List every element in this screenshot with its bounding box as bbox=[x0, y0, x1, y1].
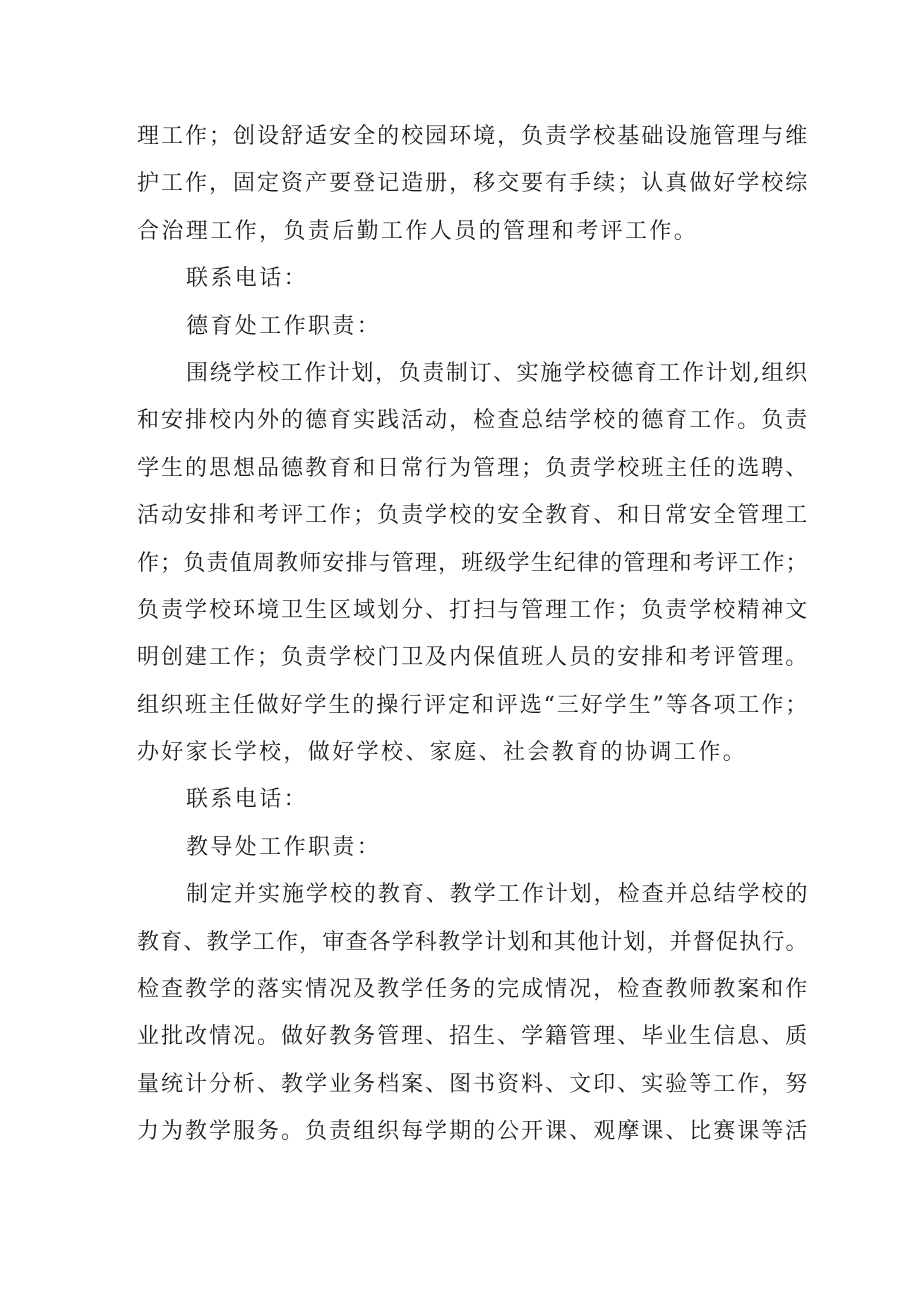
text-line: 力为教学服务。负责组织每学期的公开课、观摩课、比赛课等活 bbox=[137, 1119, 810, 1145]
text-line: 联系电话： bbox=[186, 266, 309, 292]
text-line: 教育、教学工作，审查各学科教学计划和其他计划，并督促执行。 bbox=[137, 929, 809, 955]
text-line: 合治理工作，负责后勤工作人员的管理和考评工作。 bbox=[137, 218, 699, 244]
text-line: 德育处工作职责： bbox=[186, 313, 382, 339]
text-line: 组织班主任做好学生的操行评定和评选“三好学生”等各项工作； bbox=[137, 692, 810, 718]
text-line: 检查教学的落实情况及教学任务的完成情况，检查教师教案和作 bbox=[137, 977, 810, 1003]
text-line: 学生的思想品德教育和日常行为管理；负责学校班主任的选聘、 bbox=[137, 455, 810, 481]
text-line: 护工作，固定资产要登记造册，移交要有手续；认真做好学校综 bbox=[137, 171, 810, 197]
text-line: 教导处工作职责： bbox=[186, 834, 382, 860]
text-line: 量统计分析、教学业务档案、图书资料、文印、实验等工作，努 bbox=[137, 1071, 810, 1097]
text-line: 和安排校内外的德育实践活动，检查总结学校的德育工作。负责 bbox=[137, 408, 810, 434]
text-line: 理工作；创设舒适安全的校园环境，负责学校基础设施管理与维 bbox=[137, 124, 810, 149]
text-line: 制定并实施学校的教育、教学工作计划，检查并总结学校的 bbox=[186, 882, 810, 908]
text-line: 明创建工作；负责学校门卫及内保值班人员的安排和考评管理。 bbox=[137, 645, 810, 671]
document-body bbox=[137, 113, 810, 1156]
text-line: 业批改情况。做好教务管理、招生、学籍管理、毕业生信息、质 bbox=[137, 1024, 810, 1050]
text-line: 办好家长学校，做好学校、家庭、社会教育的协调工作。 bbox=[137, 740, 748, 766]
text-line: 围绕学校工作计划，负责制订、实施学校德育工作计划,组织 bbox=[186, 360, 809, 386]
text-line: 联系电话： bbox=[186, 787, 309, 813]
text-line: 活动安排和考评工作；负责学校的安全教育、和日常安全管理工 bbox=[137, 503, 810, 529]
text-line: 负责学校环境卫生区域划分、打扫与管理工作；负责学校精神文 bbox=[137, 597, 810, 623]
text-line: 作；负责值周教师安排与管理，班级学生纪律的管理和考评工作； bbox=[137, 550, 809, 576]
